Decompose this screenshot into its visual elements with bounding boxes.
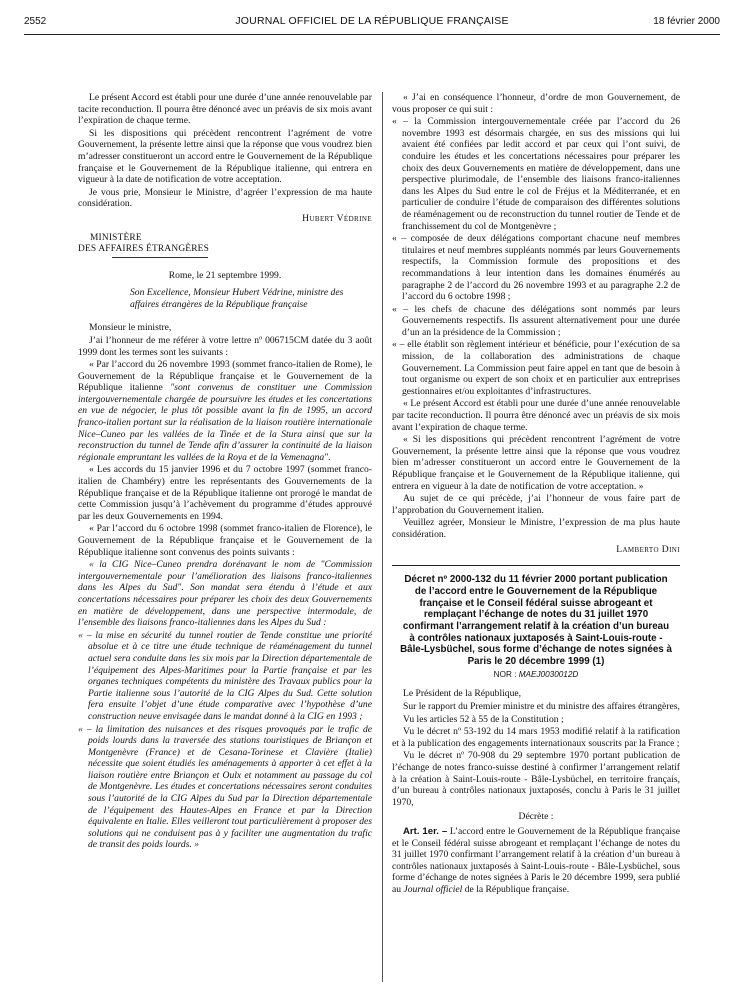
paragraph: Vu le décret nº 70-908 du 29 septembre 1970 portant publication de l’échange de notes franco-suisse destiné à confirmer l’arrangement relatif à la création à Saint-Louis-route - Bâle-Lysbüchel, en territoire français, d’un bureau à contrôles nationaux juxtaposés, conclu à Paris le 31 juillet 1970, bbox=[392, 750, 680, 808]
salutation: Monsieur le ministre, bbox=[89, 322, 172, 334]
bullet-item bbox=[78, 630, 372, 723]
bullet-item bbox=[392, 304, 680, 339]
addressee: Son Excellence, Monsieur Hubert Védrine, ministre des affaires étrangères de la République française bbox=[130, 287, 344, 310]
ministry-line-2: DES AFFAIRES ÉTRANGÈRES bbox=[78, 244, 210, 255]
decree-title: Décret nº 2000-132 du 11 février 2000 portant publication de l’accord entre le Gouvernement de la République française et le Conseil fédéral suisse abrogeant et remplaçant l’échange de notes du 31 juillet 1970 confirmant l’arrangement relatif à la création d’un bureau à contrôles nationaux juxtaposés à Saint-Louis-route - Bâle-Lysbüchel, sous forme d’échange de notes signées à Paris le 20 décembre 1999 (1) bbox=[400, 574, 672, 668]
paragraph: « Les accords du 15 janvier 1996 et du 7 octobre 1997 (sommet franco-italien de Chambéry) entre les représentants des Gouvernements de la République française et de la République italienne ont prorogé le mandat de cette Commission jusqu’à l’achèvement du programme d’études approuvé par les deux Gouvernements en 1994. bbox=[78, 464, 372, 522]
nor-code: MAEJ0030012D bbox=[518, 669, 579, 679]
decree-separator bbox=[392, 565, 680, 566]
bullet-item bbox=[392, 339, 680, 397]
header-rule bbox=[24, 34, 720, 35]
bullet-mark: « – bbox=[78, 629, 92, 641]
bullet-mark: « – bbox=[392, 303, 409, 315]
paragraph: « Le présent Accord est établi pour une durée d’une année renouvelable par tacite reconduction. Il pourra être dénoncé avec un préavis de six mois avant l’expiration de chaque terme. bbox=[392, 398, 680, 433]
ministry-heading bbox=[78, 232, 372, 258]
paragraph: « J’ai en conséquence l’honneur, d’ordre de mon Gouvernement, de vous proposer ce qui suit : bbox=[392, 92, 680, 115]
paragraph bbox=[78, 359, 372, 463]
bullet-text: elle établit son règlement intérieur et bénéficie, pour l’exécution de sa mission, de la collaboration des administrations de chaque Gouvernement. La Commission peut faire appel en tant que de besoin à tout organisme ou expert de son choix et en particulier aux entreprises gestionnaires et/ou exploitantes d’infrastructures. bbox=[402, 339, 680, 397]
bullet-text: les chefs de chacune des délégations sont nommés par leurs Gouvernements respectifs. Ils assurent alternativement pour une durée d’un an la présidence de la Commission ; bbox=[402, 303, 680, 338]
paragraph: Je vous prie, Monsieur le Ministre, d’agréer l’expression de ma haute considération. bbox=[78, 186, 372, 210]
paragraph: « Par l’accord du 6 octobre 1998 (sommet franco-italien de Florence), le Gouvernement de la République française et le Gouvernement de la République italienne sont convenus des points suivants : bbox=[78, 523, 372, 558]
bullet-item bbox=[78, 724, 372, 852]
decrete-heading: Décrète : bbox=[518, 811, 554, 823]
bullet-text: composée de deux délégations comportant chacune neuf membres titulaires et neuf membres suppléants nommés par leurs Gouvernements respectifs, la Commission formule des propositions et des recommandations à leur intention dans les domaines énumérés au paragraphe 2 de l’accord du 26 novembre 1993 et au paragraphe 2.2 de l’accord du 6 octobre 1998 ; bbox=[402, 233, 680, 303]
bullet-mark: « – bbox=[392, 233, 407, 245]
paragraph: « Si les dispositions qui précèdent rencontrent l’agrément de votre Gouvernement, la présente lettre ainsi que la réponse que vous voudrez bien m’adresser constitueront un accord entre le Gouvernement de la République française et le Gouvernement de la République italienne, qui entrera en vigueur à la date de notification de votre acceptation. » bbox=[392, 434, 680, 492]
page-header bbox=[24, 14, 720, 30]
quoted-agreement: "sont convenus de constituer une Commission intergouvernementale chargée de poursuivre les études et les concertations en vue de négocier, le plus tôt possible avant la fin de 1995, un accord franco-italien portant sur la réalisation de la liaison routière internationale Nice–Cuneo par les vallées de la Tinée et de la Stura ainsi que sur la reconstruction du tunnel de Tende afin d’assurer la continuité de la liaison régionale empruntant les vallées de la Roya et de la Vemenagna". bbox=[78, 382, 372, 463]
article-text-end: de la République française. bbox=[462, 883, 570, 895]
paragraph: Vu les articles 52 à 55 de la Constitution ; bbox=[403, 713, 564, 725]
bullet-item bbox=[392, 233, 680, 303]
journal-officiel-ref: Journal officiel bbox=[403, 883, 463, 895]
ministry-line-1: MINISTÈRE bbox=[90, 232, 142, 243]
paragraph: Sur le rapport du Premier ministre et du ministre des affaires étrangères, bbox=[403, 700, 680, 712]
paragraph: J’ai l’honneur de me référer à votre lettre nº 006715CM datée du 3 août 1999 dont les termes sont les suivants : bbox=[78, 334, 372, 358]
paragraph-cig: « la CIG Nice–Cuneo prendra dorénavant le nom de "Commission intergouvernementale pour l’amélioration des liaisons franco-italiennes dans les Alpes du Sud". Son mandat sera étendu à l’étude et aux concertations nécessaires pour préparer les choix des deux Gouvernements en matière de développement, dans une perspective intermodale, de l’ensemble des liaisons franco-italiennes dans les Alpes du Sud : bbox=[78, 559, 372, 629]
page-number: 2552 bbox=[24, 16, 47, 27]
bullet-text: la Commission intergouvernementale créée par l’accord du 26 novembre 1993 est désormais chargée, en sus des missions qui lui avaient été confiées par ledit accord et par ceux qui l’ont suivi, de conduire les études et les concertations nécessaires pour préparer les choix des deux Gouvernements en matière de développement, dans une perspective plurimodale, de l’ensemble des liaisons franco-italiennes dans les Alpes du Sud entre le col de Fréjus et la Méditerranée, et en particulier de conduire l’étude de comparaison des différentes solutions de réaménagement ou de reconstruction du tunnel routier de Tende et de franchissement du col de Montgenèvre ; bbox=[402, 116, 681, 232]
bullet-mark: « – bbox=[392, 116, 408, 128]
column-divider bbox=[382, 92, 383, 982]
place-date: Rome, le 21 septembre 1999. bbox=[168, 269, 282, 281]
article-label: Art. 1er. – bbox=[403, 825, 448, 837]
signature-dini: Lamberto Dini bbox=[616, 543, 680, 555]
article-1 bbox=[392, 826, 680, 896]
issue-date: 18 février 2000 bbox=[653, 16, 720, 27]
left-column bbox=[78, 92, 372, 852]
signature-vedrine: Hubert Védrine bbox=[302, 212, 372, 224]
paragraph: Vu le décret nº 53-192 du 14 mars 1953 modifié relatif à la ratification et à la publication des engagements internationaux souscrits par la France ; bbox=[392, 726, 680, 749]
paragraph-part: « Par l’accord du 26 novembre 1993 (sommet franco-italien de Rome), le Gouvernement de la République française et le Gouvernement de la République italienne bbox=[78, 359, 372, 394]
paragraph: Veuillez agréer, Monsieur le Ministre, l’expression de ma plus haute considération. bbox=[392, 517, 680, 540]
bullet-text: la limitation des nuisances et des risques provoqués par le trafic de poids lourds dans la traversée des stations touristiques de Briançon et Montgenèvre (France) et de Cesana-Torinese et Clavière (Italie) nécessite que soient étudiés les aménagements à apporter à cet effet à la liaison routière entre Briançon et Oulx et notamment au passage du col de Montgenèvre. Les études et concertations nécessaires seront conduites sous l’autorité de la CIG Alpes du Sud par la Direction départementale de l’équipement des Hautes-Alpes en France et par la Direction équivalente en Italie. Elles veilleront tout particulièrement à proposer des solutions qui ne conduisent pas à y faciliter une augmentation du trafic de transit des poids lourds. » bbox=[88, 723, 372, 851]
paragraph: Au sujet de ce qui précède, j’ai l’honneur de vous faire part de l’approbation du Gouvernement italien. bbox=[392, 493, 680, 516]
article-text: L’accord entre le Gouvernement de la République française et le Conseil fédéral suisse abrogeant et remplaçant l’échange de notes du 31 juillet 1970 confirmant l’arrangement relatif à la création d’un bureau à contrôles nationaux juxtaposés à Saint-Louis-route - Bâle-Lysbüchel, sous forme d’échange de notes signées à Paris le 20 décembre 1999, sera publié au bbox=[392, 825, 681, 895]
bullet-text: la mise en sécurité du tunnel routier de Tende constitue une priorité absolue et à ce titre une étude technique de réaménagement du tunnel actuel sera conduite dans les six mois par la Direction départementale de l’équipement des Alpes-Maritimes pour la Partie française et par les organes techniques compétents du ministère des Travaux publics pour la Partie italienne sous l’autorité de la CIG Alpes du Sud. Cette solution fera ensuite l’objet d’une étude comparative avec l’hypothèse d’une construction neuve envisagée dans le mandat donné à la CIG en 1993 ; bbox=[88, 629, 372, 722]
nor-label: NOR : bbox=[493, 669, 519, 679]
ministry-underline bbox=[112, 257, 208, 258]
paragraph: Si les dispositions qui précèdent rencontrent l’agrément de votre Gouvernement, la présente lettre ainsi que la réponse que vous voudrez bien m’adresser constitueront un accord entre le Gouvernement de la République française et le Gouvernement de la République italienne, qui entrera en vigueur à la date de notification de votre acceptation. bbox=[78, 127, 372, 186]
right-column bbox=[392, 92, 680, 896]
bullet-mark: « – bbox=[78, 723, 92, 735]
nor-reference bbox=[392, 669, 680, 681]
journal-title: JOURNAL OFFICIEL DE LA RÉPUBLIQUE FRANÇAISE bbox=[235, 15, 509, 27]
bullet-mark: « – bbox=[392, 339, 405, 351]
paragraph: Le présent Accord est établi pour une durée d’une année renouvelable par tacite reconduction. Il pourra être dénoncé avec un préavis de six mois avant l’expiration de chaque terme. bbox=[78, 92, 372, 127]
bullet-item bbox=[392, 116, 680, 232]
paragraph: Le Président de la République, bbox=[403, 688, 522, 700]
